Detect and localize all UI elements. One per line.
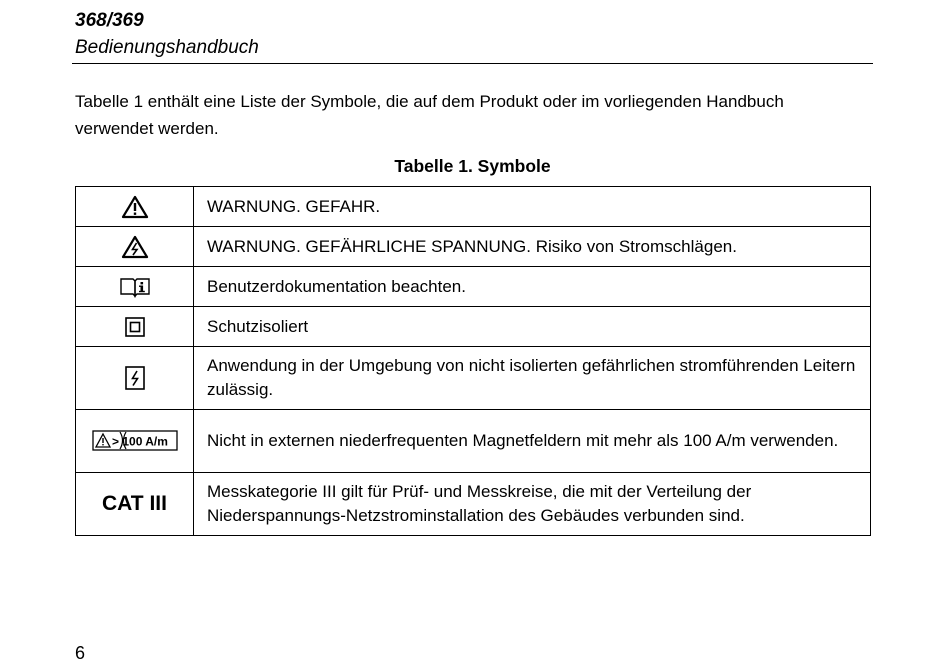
symbol-cell xyxy=(76,187,194,227)
manual-title: Bedienungshandbuch xyxy=(75,37,259,58)
double-insulated-icon xyxy=(124,316,146,338)
header-divider xyxy=(72,63,873,64)
symbol-cell xyxy=(76,267,194,307)
description-cell: Nicht in externen niederfrequenten Magnetfeldern mit mehr als 100 A/m verwenden. xyxy=(194,410,871,473)
high-voltage-warning-icon xyxy=(121,235,149,259)
table-row xyxy=(76,473,871,536)
table-caption: Tabelle 1. Symbole xyxy=(394,156,551,176)
hazardous-live-conductor-icon xyxy=(124,365,146,391)
symbol-cell xyxy=(76,410,194,473)
table-row xyxy=(76,307,871,347)
magnetic-field-label: > 100 A/m xyxy=(111,434,168,449)
symbol-cell xyxy=(76,473,194,536)
description-cell: WARNUNG. GEFAHR. xyxy=(194,187,871,227)
description-cell: WARNUNG. GEFÄHRLICHE SPANNUNG. Risiko von Stromschlägen. xyxy=(194,227,871,267)
warning-triangle-icon xyxy=(121,195,149,219)
symbol-cell xyxy=(76,307,194,347)
table-row xyxy=(76,267,871,307)
symbol-cell xyxy=(76,347,194,410)
table-row xyxy=(76,227,871,267)
description-cell: Anwendung in der Umgebung von nicht isolierten gefährlichen stromführenden Leitern zulässig. xyxy=(194,347,871,410)
page-number: 6 xyxy=(75,643,86,663)
read-manual-icon xyxy=(119,276,151,298)
magnetic-field-limit-icon xyxy=(92,429,178,453)
intro-paragraph: Tabelle 1 enthält eine Liste der Symbole, die auf dem Produkt oder im vorliegenden Handbuch verwendet werden. xyxy=(75,92,784,138)
description-cell: Benutzerdokumentation beachten. xyxy=(194,267,871,307)
table-row xyxy=(76,410,871,473)
table-row xyxy=(76,187,871,227)
symbol-cell xyxy=(76,227,194,267)
cat-iii-icon: CAT III xyxy=(102,492,167,515)
table-row xyxy=(76,347,871,410)
manual-model: 368/369 xyxy=(75,10,144,31)
description-cell: Messkategorie III gilt für Prüf- und Messkreise, die mit der Verteilung der Niederspannungs-Netzstrominstallation des Gebäudes verbunden sind. xyxy=(194,473,871,536)
description-cell: Schutzisoliert xyxy=(194,307,871,347)
symbols-table xyxy=(75,186,871,536)
